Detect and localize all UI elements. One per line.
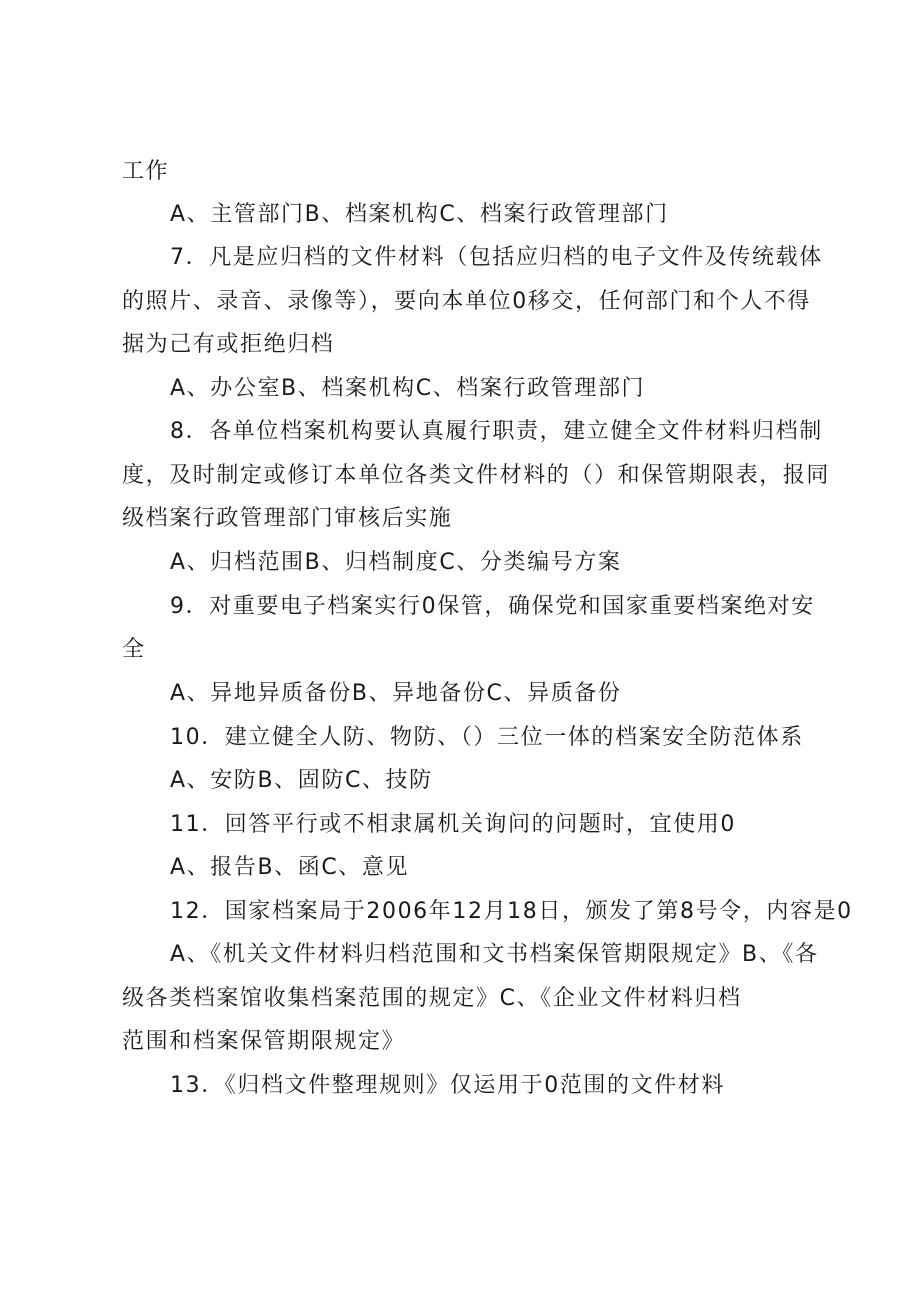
text-line-1: 工作: [122, 159, 170, 184]
text-line-21: 范围和档案保管期限规定》: [122, 1029, 406, 1054]
text-line-17: A、报告B、函C、意见: [170, 855, 410, 880]
text-line-14: 10．建立健全人防、物防、（）三位一体的档案安全防范体系: [170, 725, 804, 750]
text-line-3: 7．凡是应归档的文件材料（包括应归档的电子文件及传统载体: [170, 245, 823, 270]
text-line-5: 据为己有或拒绝归档: [122, 332, 335, 357]
text-line-22: 13．《归档文件整理规则》仅运用于0范围的文件材料: [170, 1073, 725, 1098]
text-line-12: 全: [122, 637, 146, 662]
text-line-6: A、办公室B、档案机构C、档案行政管理部门: [170, 376, 646, 401]
text-line-2: A、主管部门B、档案机构C、档案行政管理部门: [170, 202, 669, 227]
text-line-16: 11．回答平行或不相隶属机关询问的问题时，宜使用0: [170, 812, 736, 837]
text-line-19: A、《机关文件材料归档范围和文书档案保管期限规定》B、《各: [170, 942, 819, 967]
text-line-20: 级各类档案馆收集档案范围的规定》C、《企业文件材料归档: [122, 986, 742, 1011]
text-line-10: A、归档范围B、归档制度C、分类编号方案: [170, 550, 622, 575]
text-line-7: 8．各单位档案机构要认真履行职责，建立健全文件材料归档制: [170, 419, 823, 444]
text-line-15: A、安防B、固防C、技防: [170, 768, 433, 793]
text-line-9: 级档案行政管理部门审核后实施: [122, 506, 453, 531]
text-line-4: 的照片、录音、录像等），要向本单位0移交，任何部门和个人不得: [122, 289, 811, 314]
text-line-8: 度，及时制定或修订本单位各类文件材料的（）和保管期限表，报同: [122, 463, 831, 488]
text-line-18: 12．国家档案局于2006年12月18日，颁发了第8号令，内容是0: [170, 899, 853, 924]
text-line-11: 9．对重要电子档案实行0保管，确保党和国家重要档案绝对安: [170, 594, 815, 619]
text-line-13: A、异地异质备份B、异地备份C、异质备份: [170, 681, 622, 706]
